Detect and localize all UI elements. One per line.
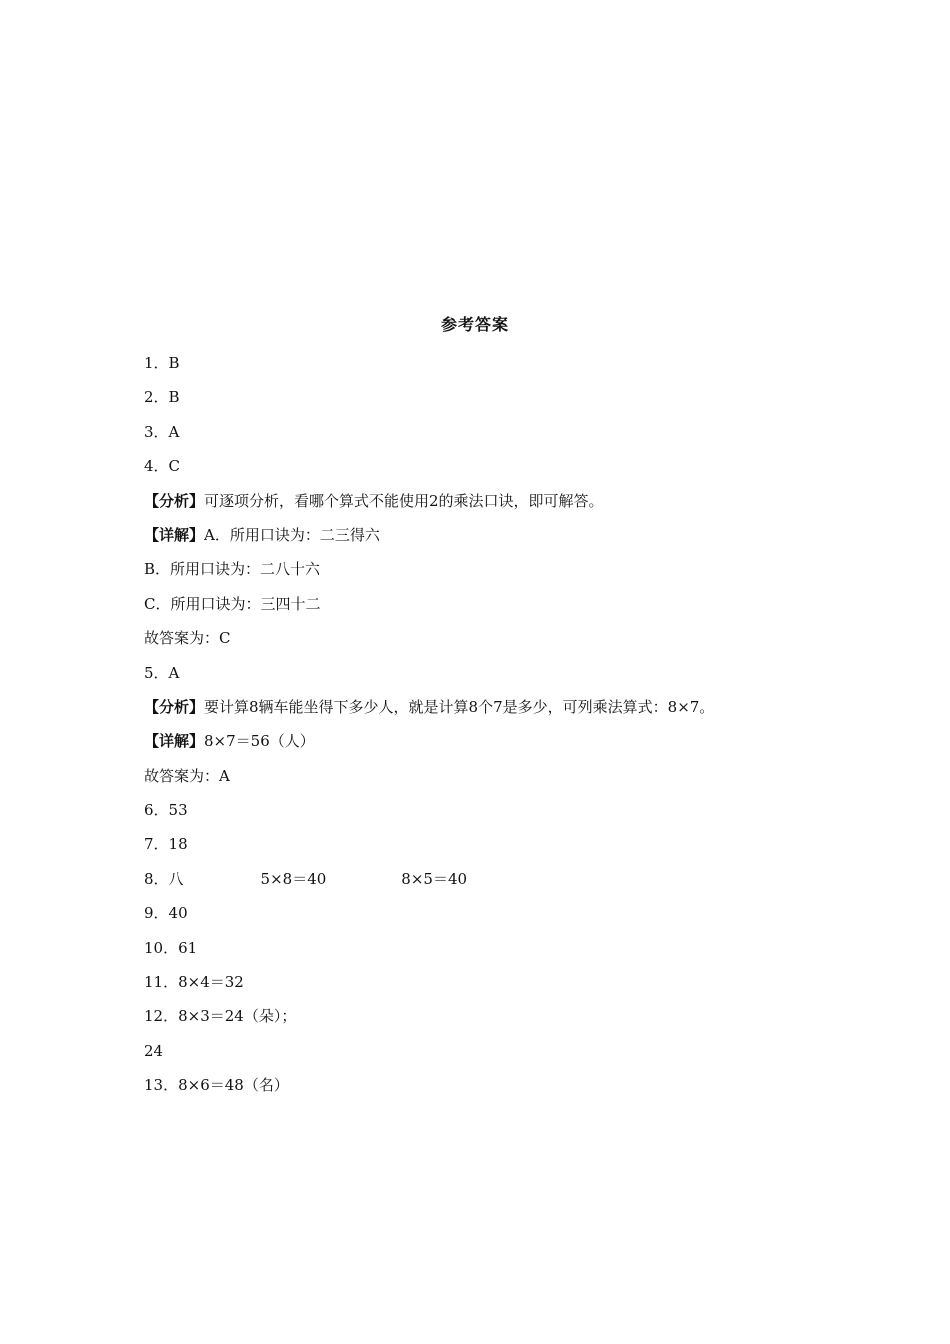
answer-4-option-c: C．所用口诀为：三四十二 — [144, 594, 321, 613]
answer-4-analysis — [144, 489, 824, 523]
answer-5-analysis — [144, 695, 824, 729]
answer-4-conclusion: 故答案为：C — [144, 629, 231, 648]
answer-3: 3．A — [144, 422, 180, 441]
answer-7: 7．18 — [144, 835, 188, 854]
answer-8-part-2: 5×8＝40 — [260, 869, 327, 888]
detail-tag: 【详解】 — [144, 732, 205, 751]
answer-11: 11．8×4＝32 — [144, 973, 244, 992]
analysis-tag: 【分析】 — [144, 697, 205, 716]
page-title: 参考答案 — [440, 315, 509, 334]
analysis-tag: 【分析】 — [144, 491, 205, 510]
answer-4-detail — [144, 523, 824, 557]
answer-1: 1．B — [144, 354, 180, 372]
detail-text: A．所用口诀为：二三得六 — [204, 525, 380, 544]
analysis-text: 要计算8辆车能坐得下多少人，就是计算8个7是多少，可列乘法算式：8×7。 — [204, 697, 715, 716]
answer-4-option-b: B．所用口诀为：二八十六 — [144, 560, 321, 579]
answer-8 — [144, 867, 824, 901]
answer-6: 6．53 — [144, 801, 188, 820]
answer-4: 4．C — [144, 457, 181, 476]
detail-text: 8×7＝56（人） — [204, 732, 315, 751]
answer-2: 2．B — [144, 388, 180, 407]
answer-13: 13．8×6＝48（名） — [144, 1076, 289, 1095]
answer-9: 9．40 — [144, 904, 188, 923]
answer-5: 5．A — [144, 663, 180, 682]
answer-5-detail — [144, 729, 824, 763]
answer-8-part-1: 8．八 — [144, 869, 184, 888]
analysis-text: 可逐项分析，看哪个算式不能使用2的乘法口诀，即可解答。 — [204, 491, 604, 510]
detail-tag: 【详解】 — [144, 525, 205, 544]
answer-12-continued: 24 — [144, 1041, 164, 1060]
answer-8-part-3: 8×5＝40 — [401, 869, 468, 888]
answer-10: 10．61 — [144, 938, 198, 957]
answer-list — [144, 351, 824, 1108]
answer-5-conclusion: 故答案为：A — [144, 766, 230, 785]
answer-12: 12．8×3＝24（朵）； — [144, 1007, 297, 1026]
